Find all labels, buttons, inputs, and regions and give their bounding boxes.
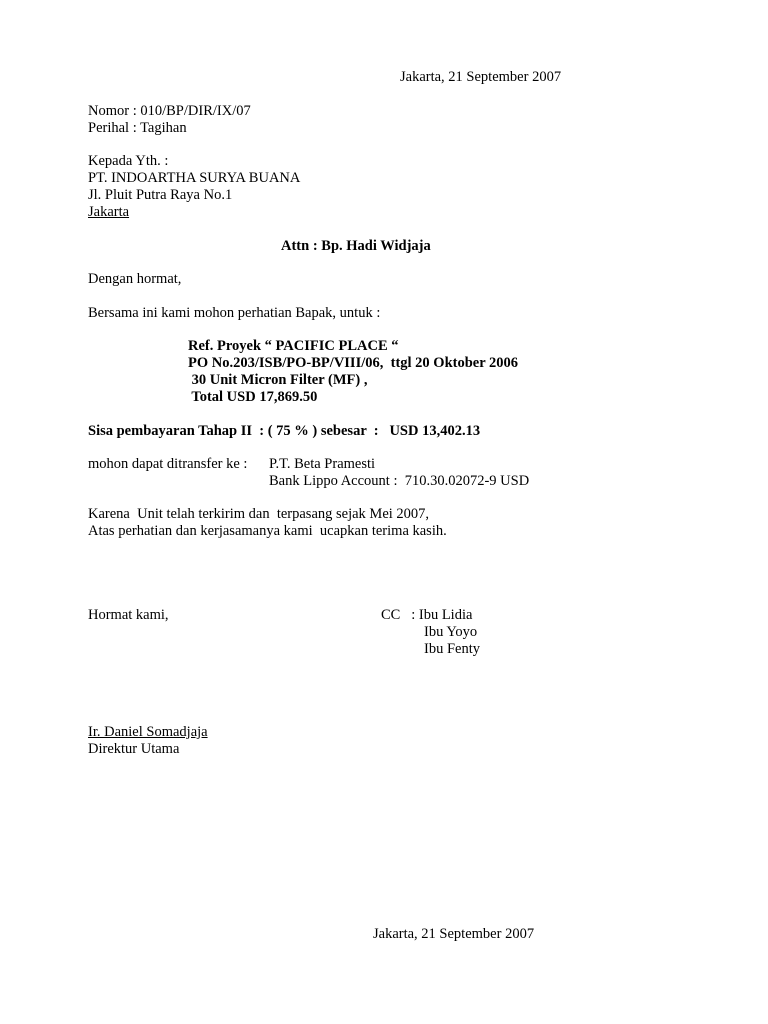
- reference-po: PO No.203/ISB/PO-BP/VIII/06, ttgl 20 Oktober 2006: [188, 355, 519, 371]
- body-line: Karena Unit telah terkirim dan terpasang sejak Mei 2007,: [88, 506, 430, 522]
- attention-line: Attn : Bp. Hadi Widjaja: [281, 238, 431, 254]
- letter-subject: Perihal : Tagihan: [88, 120, 187, 136]
- letter-number: Nomor : 010/BP/DIR/IX/07: [88, 103, 251, 119]
- recipient-street: Jl. Pluit Putra Raya No.1: [88, 187, 233, 203]
- recipient-city: Jakarta: [88, 204, 130, 220]
- intro-paragraph: Bersama ini kami mohon perhatian Bapak, untuk :: [88, 305, 381, 321]
- signatory-title: Direktur Utama: [88, 741, 180, 757]
- reference-project: Ref. Proyek “ PACIFIC PLACE “: [188, 338, 399, 354]
- recipient-company: PT. INDOARTHA SURYA BUANA: [88, 170, 301, 186]
- letter-date-bottom: Jakarta, 21 September 2007: [373, 926, 535, 942]
- cc-name: Ibu Fenty: [424, 641, 480, 657]
- body-line: Atas perhatian dan kerjasamanya kami ucapkan terima kasih.: [88, 523, 447, 539]
- payment-line: Sisa pembayaran Tahap II : ( 75 % ) sebesar : USD 13,402.13: [88, 423, 481, 439]
- salutation: Dengan hormat,: [88, 271, 182, 287]
- letter-date: Jakarta, 21 September 2007: [400, 69, 562, 85]
- reference-units: 30 Unit Micron Filter (MF) ,: [188, 372, 368, 388]
- transfer-payee: P.T. Beta Pramesti: [269, 456, 376, 472]
- recipient-greeting: Kepada Yth. :: [88, 153, 169, 169]
- transfer-account: Bank Lippo Account : 710.30.02072-9 USD: [269, 473, 530, 489]
- closing: Hormat kami,: [88, 607, 169, 623]
- signatory-name: Ir. Daniel Somadjaja: [88, 724, 208, 740]
- reference-total: Total USD 17,869.50: [188, 389, 318, 405]
- cc-label: CC : Ibu Lidia: [381, 607, 473, 623]
- transfer-label: mohon dapat ditransfer ke :: [88, 456, 248, 472]
- cc-name: Ibu Yoyo: [424, 624, 478, 640]
